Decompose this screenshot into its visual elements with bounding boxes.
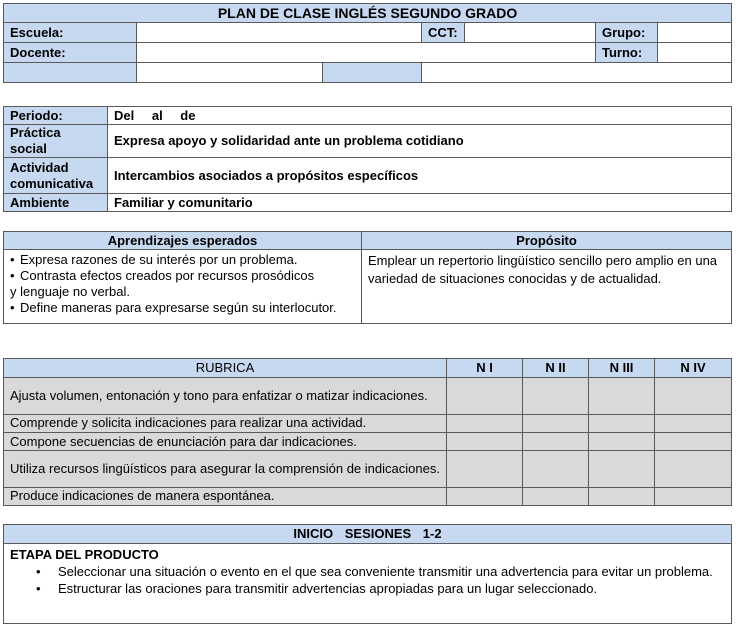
docente-label: Docente:: [4, 43, 137, 63]
turno-field[interactable]: [658, 43, 732, 63]
cct-field[interactable]: [465, 23, 596, 43]
aprendizaje-item: • Expresa razones de su interés por un problema.: [10, 252, 355, 268]
rubrica-score-cell[interactable]: [447, 451, 523, 487]
aprendizajes-list-cell: [4, 250, 362, 324]
etapa-producto-heading: ETAPA DEL PRODUCTO: [10, 547, 159, 562]
aprendizaje-item: • Contrasta efectos creados por recursos prosódicos: [10, 268, 355, 284]
rubrica-score-cell[interactable]: [589, 378, 655, 414]
rubrica-score-cell[interactable]: [523, 451, 589, 487]
inicio-header-text: INICIO SESIONES 1-2: [293, 526, 442, 541]
level-header: N III: [589, 359, 655, 378]
actividad-value: Intercambios asociados a propósitos específicos: [108, 158, 732, 194]
info-table: [3, 106, 732, 212]
aprendizaje-item-continuation: y lenguaje no verbal.: [10, 284, 130, 299]
inicio-table: [3, 524, 732, 624]
rubrica-criterion: Comprende y solicita indicaciones para realizar una actividad.: [4, 414, 447, 432]
ambiente-label: Ambiente: [4, 194, 108, 212]
inicio-list: [10, 563, 725, 597]
escuela-field[interactable]: [137, 23, 422, 43]
rubrica-score-cell[interactable]: [523, 432, 589, 450]
rubrica-score-cell[interactable]: [447, 487, 523, 505]
rubrica-criterion: Produce indicaciones de manera espontánea.: [4, 487, 447, 505]
periodo-label: Periodo:: [4, 107, 108, 125]
periodo-text: Del al de: [114, 107, 196, 123]
plan-title: PLAN DE CLASE INGLÉS SEGUNDO GRADO: [4, 4, 732, 23]
rubrica-score-cell[interactable]: [589, 432, 655, 450]
grupo-field[interactable]: [658, 23, 732, 43]
rubrica-score-cell[interactable]: [655, 414, 732, 432]
inicio-item: • Seleccionar una situación o evento en el que sea conveniente transmitir una advertencia para evitar un problema.: [58, 563, 725, 580]
proposito-text: Emplear un repertorio lingüístico sencillo pero amplio en una variedad de situaciones conocidas y de actualidad.: [362, 250, 732, 324]
rubrica-score-cell[interactable]: [589, 487, 655, 505]
periodo-value[interactable]: [108, 107, 732, 125]
aprendizaje-item: • Define maneras para expresarse según su interlocutor.: [10, 300, 355, 316]
blank-field[interactable]: [137, 63, 323, 83]
inicio-header: [4, 525, 732, 544]
rubrica-score-cell[interactable]: [447, 432, 523, 450]
rubrica-table: [3, 358, 732, 506]
rubrica-score-cell[interactable]: [655, 378, 732, 414]
rubrica-criterion: Utiliza recursos lingüísticos para asegurar la comprensión de indicaciones.: [4, 451, 447, 487]
rubrica-score-cell[interactable]: [589, 451, 655, 487]
turno-label: Turno:: [596, 43, 658, 63]
escuela-label: Escuela:: [4, 23, 137, 43]
rubrica-score-cell[interactable]: [447, 414, 523, 432]
aprendizajes-header: Aprendizajes esperados: [4, 232, 362, 250]
docente-field[interactable]: [137, 43, 596, 63]
inicio-body: [4, 544, 732, 624]
blank-field[interactable]: [422, 63, 732, 83]
rubrica-header: RUBRICA: [4, 359, 447, 378]
blank-cell: [4, 63, 137, 83]
aprendizajes-list: [10, 252, 355, 316]
actividad-label-line2: comunicativa: [10, 175, 94, 191]
rubrica-score-cell[interactable]: [655, 432, 732, 450]
ambiente-value: Familiar y comunitario: [108, 194, 732, 212]
level-header: N II: [523, 359, 589, 378]
header-table: [3, 3, 732, 83]
rubrica-criterion: Compone secuencias de enunciación para dar indicaciones.: [4, 432, 447, 450]
rubrica-score-cell[interactable]: [589, 414, 655, 432]
rubrica-score-cell[interactable]: [655, 487, 732, 505]
level-header: N IV: [655, 359, 732, 378]
rubrica-score-cell[interactable]: [523, 378, 589, 414]
proposito-header: Propósito: [362, 232, 732, 250]
rubrica-score-cell[interactable]: [447, 378, 523, 414]
rubrica-score-cell[interactable]: [523, 487, 589, 505]
blank-cell: [323, 63, 422, 83]
rubrica-score-cell[interactable]: [523, 414, 589, 432]
cct-label: CCT:: [422, 23, 465, 43]
practica-value: Expresa apoyo y solidaridad ante un problema cotidiano: [108, 125, 732, 158]
rubrica-score-cell[interactable]: [655, 451, 732, 487]
aprendizajes-table: [3, 231, 732, 324]
actividad-label-line1: Actividad: [10, 159, 69, 175]
level-header: N I: [447, 359, 523, 378]
inicio-item: • Estructurar las oraciones para transmitir advertencias apropiadas para un lugar seleccionado.: [58, 580, 725, 597]
practica-label: Práctica social: [4, 125, 108, 158]
actividad-label: [4, 158, 108, 194]
grupo-label: Grupo:: [596, 23, 658, 43]
rubrica-criterion: Ajusta volumen, entonación y tono para enfatizar o matizar indicaciones.: [4, 378, 447, 414]
